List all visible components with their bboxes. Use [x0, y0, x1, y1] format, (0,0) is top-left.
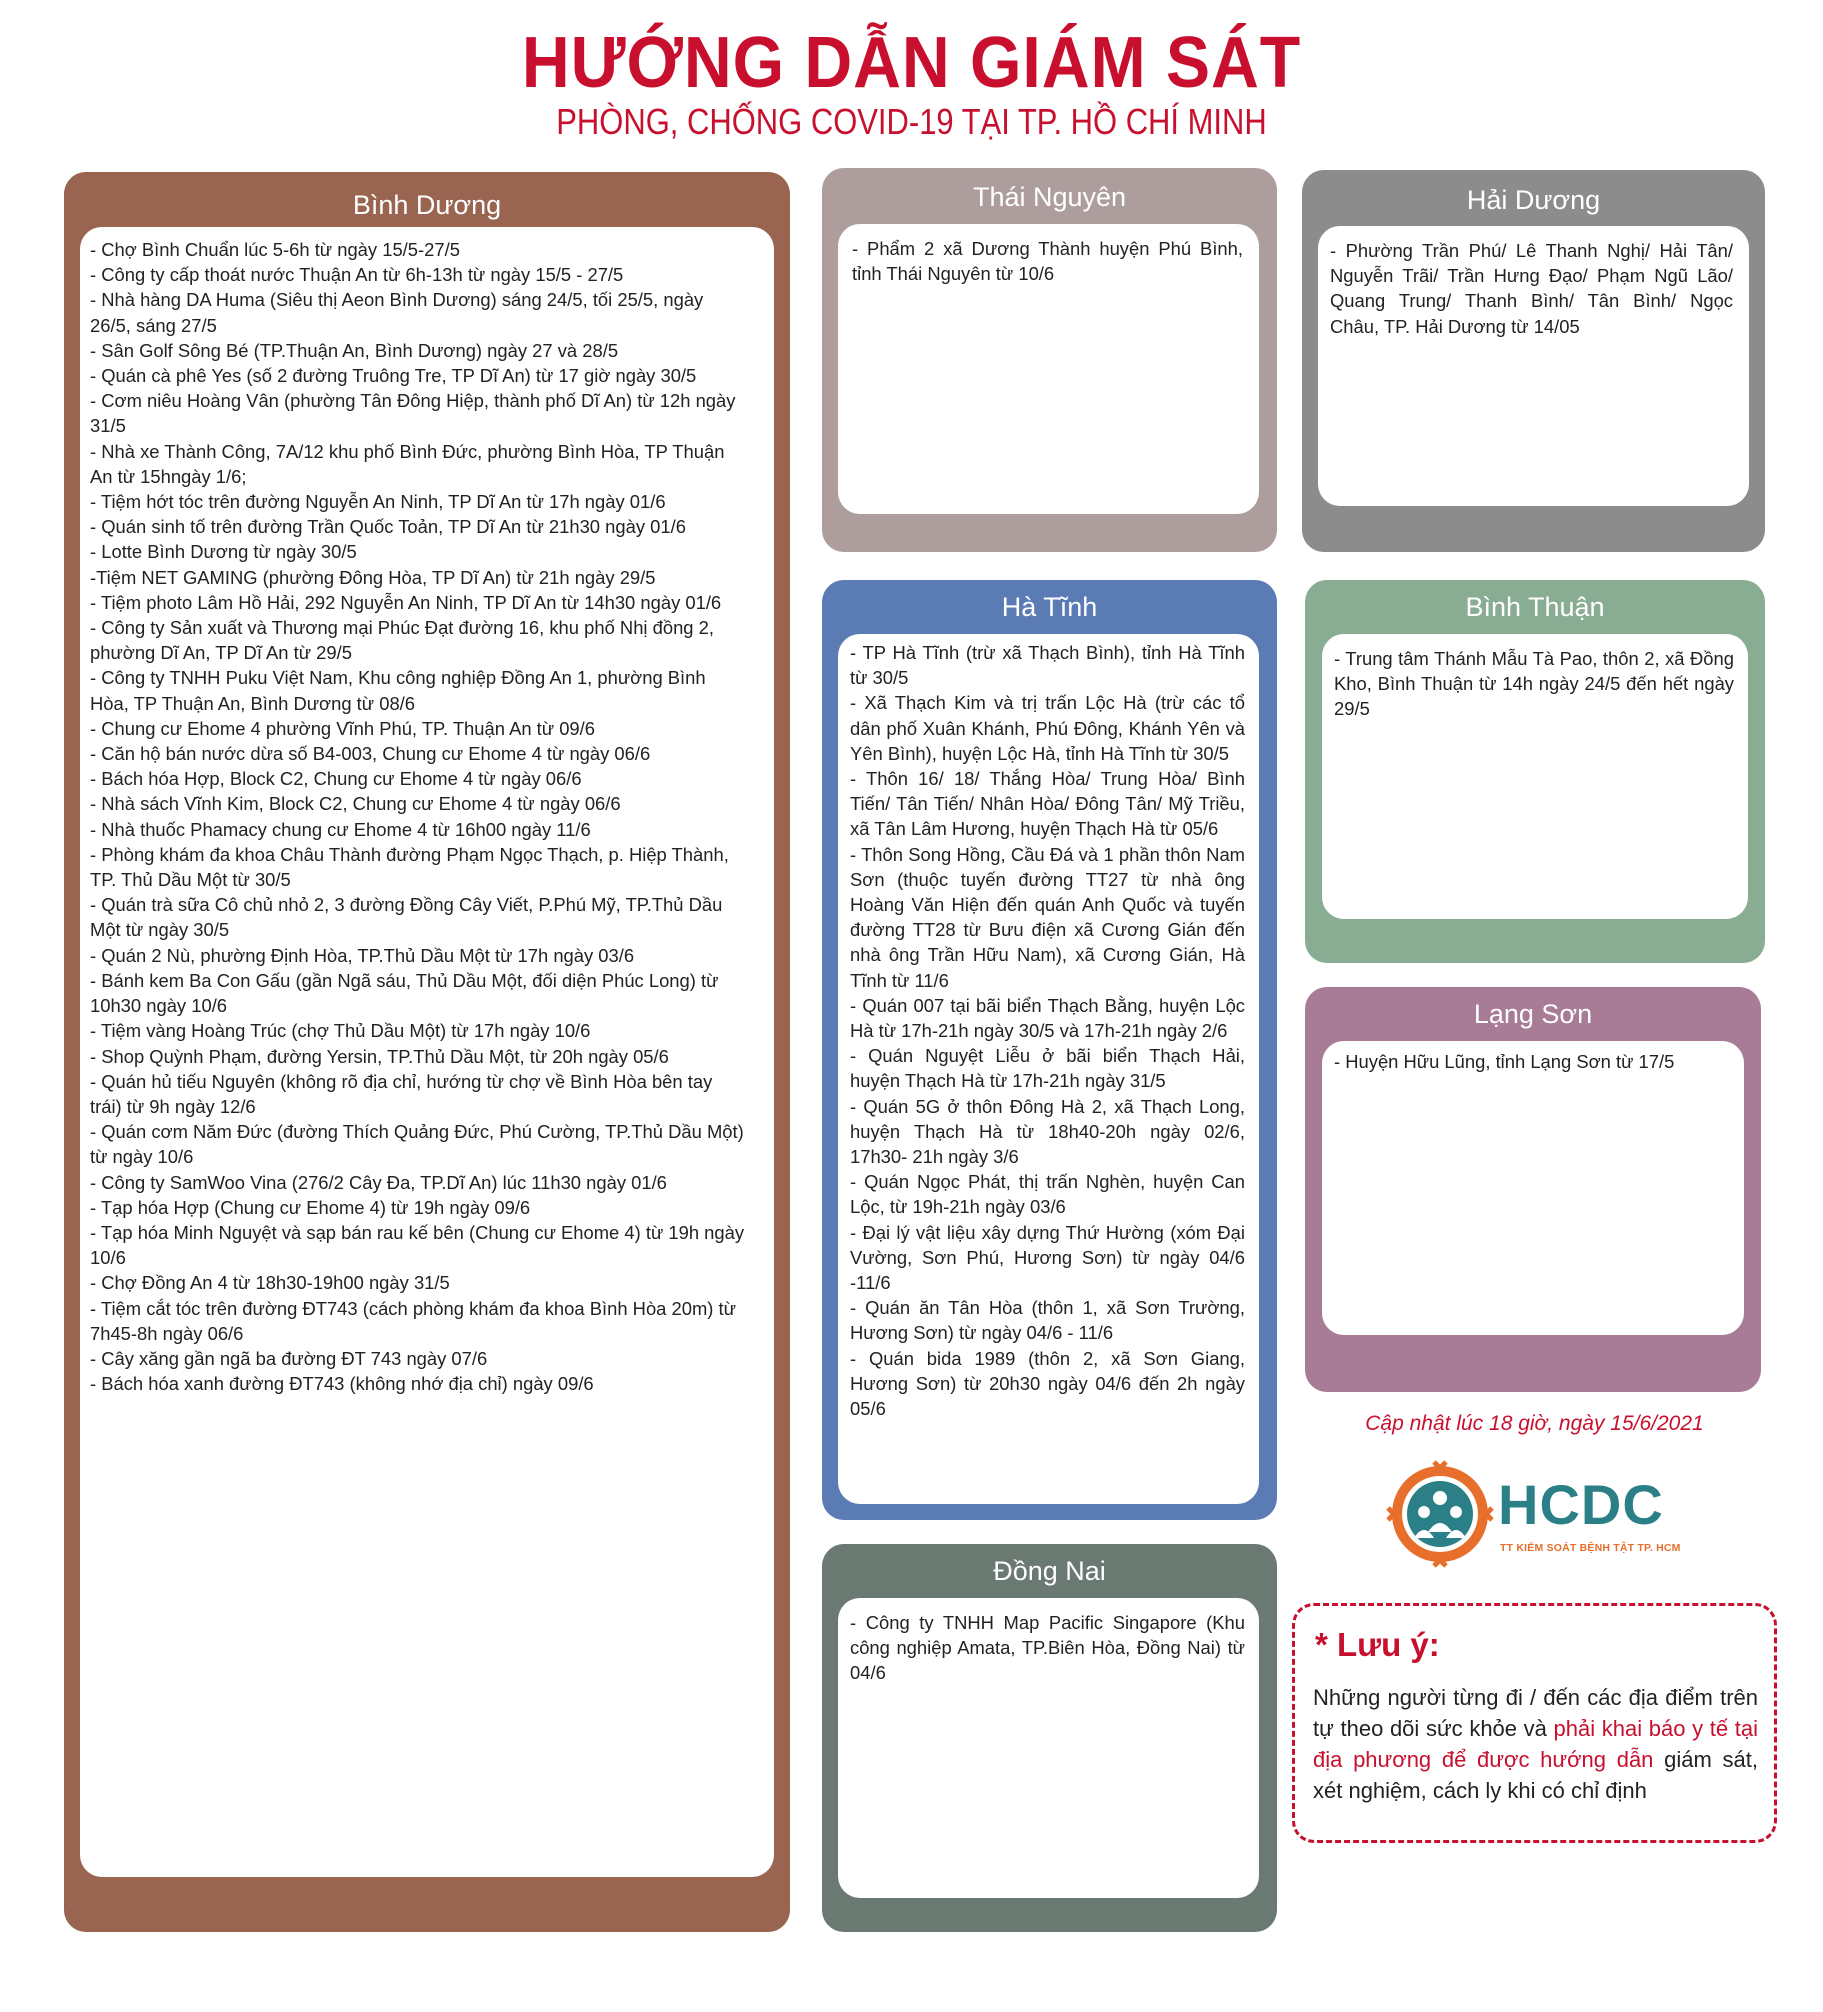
list-item: - Nhà sách Vĩnh Kim, Block C2, Chung cư Ehome 4 từ ngày 06/6: [90, 793, 621, 815]
list-item: - Chợ Bình Chuẩn lúc 5-6h từ ngày 15/5-27/5: [90, 239, 460, 260]
list-item: - Thôn 16/ 18/ Thắng Hòa/ Trung Hòa/ Bình Tiến/ Tân Tiến/ Nhân Hòa/ Đông Tân/ Mỹ Triều, xã Tân Lâm Hương, huyện Thạch Hà từ 05/6: [850, 768, 1245, 840]
panel-heading: Hà Tĩnh: [1001, 592, 1098, 622]
panel-binh-duong: [64, 172, 790, 1932]
page-title: HƯỚNG DẪN GIÁM SÁT: [521, 23, 1302, 103]
list-item: - Công ty TNHH Puku Việt Nam, Khu công nghiệp Đồng An 1, phường Bình Hòa, TP Thuận An, Bình Dương từ 08/6: [90, 667, 706, 714]
page-subtitle: PHÒNG, CHỐNG COVID-19 TẠI TP. HỒ CHÍ MINH: [556, 101, 1267, 142]
hcdc-wordmark: HCDC: [1498, 1473, 1664, 1536]
note-text-part: giám sát, xét nghiệm, cách ly khi có chỉ định: [1313, 1747, 1758, 1803]
list-item: - Sân Golf Sông Bé (TP.Thuận An, Bình Dương) ngày 27 và 28/5: [90, 339, 619, 361]
list-item: - Công ty TNHH Map Pacific Singapore (Khu công nghiệp Amata, TP.Biên Hòa, Đồng Nai) từ 04/6: [850, 1612, 1245, 1684]
list-item: -Tiệm NET GAMING (phường Đông Hòa, TP Dĩ An) từ 21h ngày 29/5: [90, 566, 656, 588]
panel-lang-son: [1305, 987, 1761, 1392]
list-item: - Tiệm vàng Hoàng Trúc (chợ Thủ Dầu Một) từ 17h ngày 10/6: [90, 1020, 591, 1042]
panel-heading: Bình Dương: [352, 190, 502, 220]
location-list: [850, 640, 1245, 1421]
panel-content: [838, 634, 1259, 1504]
panel-content: [838, 1598, 1259, 1898]
update-timestamp: Cập nhật lúc 18 giờ, ngày 15/6/2021: [1365, 1412, 1704, 1435]
note-title: * Lưu ý:: [1315, 1626, 1440, 1663]
panel-ha-tinh: [822, 580, 1277, 1520]
panel-heading: Lạng Sơn: [1473, 999, 1593, 1029]
list-item: - Quán cà phê Yes (số 2 đường Truông Tre, TP Dĩ An) từ 17 giờ ngày 30/5: [90, 365, 697, 387]
list-item: - Cơm niêu Hoàng Vân (phường Tân Đông Hiệp, thành phố Dĩ An) từ 12h ngày 31/5: [90, 390, 736, 437]
list-item: - Căn hộ bán nước dừa số B4-003, Chung cư Ehome 4 từ ngày 06/6: [90, 743, 651, 765]
panel-dong-nai: [822, 1544, 1277, 1932]
list-item: - Phòng khám đa khoa Châu Thành đường Phạm Ngọc Thạch, p. Hiệp Thành, TP. Thủ Dầu Một từ 30/5: [90, 843, 729, 891]
panel-binh-thuan: [1305, 580, 1765, 963]
note-text: [1313, 1682, 1758, 1806]
list-item: - Tạp hóa Minh Nguyệt và sạp bán rau kế bên (Chung cư Ehome 4) từ 19h ngày 10/6: [90, 1221, 745, 1269]
list-item: - Thôn Song Hồng, Cầu Đá và 1 phần thôn Nam Sơn (thuộc tuyến đường TT27 từ nhà ông Hoàng Văn Hiện đến quán Anh Quốc và tuyến đường TT28 từ Bưu điện xã Cương Gián đến nhà ông Trần Hữu Nam), xã Cương Gián, Hà Tĩnh từ 11/6: [850, 843, 1245, 991]
hcdc-subtitle: TT KIỂM SOÁT BỆNH TẬT TP. HCM: [1500, 1542, 1681, 1554]
list-item: - TP Hà Tĩnh (trừ xã Thạch Bình), tỉnh Hà Tĩnh từ 30/5: [850, 642, 1245, 689]
panel-heading: Thái Nguyên: [972, 182, 1127, 212]
list-item: - Tiệm photo Lâm Hồ Hải, 292 Nguyễn An Ninh, TP Dĩ An từ 14h30 ngày 01/6: [90, 591, 722, 613]
list-item: - Nhà thuốc Phamacy chung cư Ehome 4 từ 16h00 ngày 11/6: [90, 818, 591, 840]
list-item: - Quán 2 Nù, phường Định Hòa, TP.Thủ Dầu Một từ 17h ngày 03/6: [90, 944, 635, 966]
panel-heading: Hải Dương: [1466, 185, 1601, 215]
list-item: - Shop Quỳnh Phạm, đường Yersin, TP.Thủ Dầu Một, từ 20h ngày 05/6: [90, 1045, 669, 1067]
list-item: - Trung tâm Thánh Mẫu Tà Pao, thôn 2, xã Đồng Kho, Bình Thuận từ 14h ngày 24/5 đến hết ngày 29/5: [1334, 648, 1734, 720]
panel-content: [1322, 634, 1748, 919]
note-text-highlight: phải khai báo y tế tại địa phương để được hướng dẫn: [1313, 1716, 1758, 1772]
panel-heading: Bình Thuận: [1465, 592, 1605, 622]
list-item: - Nhà xe Thành Công, 7A/12 khu phố Bình Đức, phường Bình Hòa, TP Thuận An từ 15hngày 1/6;: [90, 440, 725, 487]
list-item: - Quán Ngọc Phát, thị trấn Nghèn, huyện Can Lộc, từ 19h-21h ngày 03/6: [850, 1171, 1245, 1218]
list-item: - Công ty cấp thoát nước Thuận An từ 6h-13h từ ngày 15/5 - 27/5: [90, 264, 624, 286]
list-item: - Công ty Sản xuất và Thương mại Phúc Đạt đường 16, khu phố Nhị đồng 2, phường Dĩ An, TP Dĩ An từ 29/5: [90, 617, 714, 664]
list-item: - Bách hóa xanh đường ĐT743 (không nhớ địa chỉ) ngày 09/6: [90, 1373, 594, 1395]
list-item: - Phẩm 2 xã Dương Thành huyện Phú Bình, tỉnh Thái Nguyên từ 10/6: [852, 238, 1243, 285]
list-item: - Quán hủ tiếu Nguyên (không rõ địa chỉ, hướng từ chợ về Bình Hòa bên tay trái) từ 9h ngày 12/6: [90, 1070, 713, 1117]
list-item: - Bách hóa Hợp, Block C2, Chung cư Ehome 4 từ ngày 06/6: [90, 768, 582, 790]
hcdc-emblem-icon: [1384, 1458, 1496, 1570]
list-item: - Quán Nguyệt Liễu ở bãi biển Thạch Hải, huyện Thạch Hà từ 17h-21h ngày 31/5: [850, 1045, 1245, 1092]
list-item: - Xã Thạch Kim và trị trấn Lộc Hà (trừ các tổ dân phố Xuân Khánh, Phú Đông, Khánh Yên và Yên Bình), huyện Lộc Hà, tỉnh Hà Tĩnh từ 30/5: [850, 692, 1245, 764]
location-list: [852, 236, 1243, 286]
list-item: - Tiệm hớt tóc trên đường Nguyễn An Ninh, TP Dĩ An từ 17h ngày 01/6: [90, 491, 666, 513]
list-item: - Tạp hóa Hợp (Chung cư Ehome 4) từ 19h ngày 09/6: [90, 1196, 531, 1218]
list-item: - Chung cư Ehome 4 phường Vĩnh Phú, TP. Thuận An từ 09/6: [90, 717, 595, 739]
list-item: - Quán ăn Tân Hòa (thôn 1, xã Sơn Trường, Hương Sơn) từ ngày 04/6 - 11/6: [850, 1297, 1245, 1344]
location-list: [1330, 238, 1733, 339]
list-item: - Lotte Bình Dương từ ngày 30/5: [90, 541, 357, 563]
list-item: - Đại lý vật liệu xây dựng Thứ Hường (xóm Đại Vường, Sơn Phú, Hương Sơn) từ ngày 04/6 -11/6: [850, 1221, 1245, 1294]
hcdc-logo: [1384, 1458, 1684, 1570]
note-box: [1292, 1603, 1777, 1843]
list-item: - Nhà hàng DA Huma (Siêu thị Aeon Bình Dương) sáng 24/5, tối 25/5, ngày 26/5, sáng 27/5: [90, 289, 704, 336]
panel-thai-nguyen: [822, 168, 1277, 552]
panel-content: [1318, 226, 1749, 506]
list-item: - Công ty SamWoo Vina (276/2 Cây Đa, TP.Dĩ An) lúc 11h30 ngày 01/6: [90, 1171, 667, 1193]
location-list: [850, 1610, 1245, 1686]
note-text-part: Những người từng đi / đến các địa điểm trên tự theo dõi sức khỏe và: [1313, 1685, 1758, 1741]
list-item: - Cây xăng gần ngã ba đường ĐT 743 ngày 07/6: [90, 1347, 488, 1369]
panel-content: [80, 227, 774, 1877]
panel-content: [1322, 1041, 1744, 1335]
location-list: [1334, 1049, 1732, 1074]
list-item: - Quán cơm Năm Đức (đường Thích Quảng Đức, Phú Cường, TP.Thủ Dầu Một) từ ngày 10/6: [90, 1121, 744, 1168]
location-list: [90, 237, 746, 1396]
panel-heading: Đồng Nai: [993, 1556, 1106, 1586]
list-item: - Quán 007 tại bãi biển Thạch Bằng, huyện Lộc Hà từ 17h-21h ngày 30/5 và 17h-21h ngày 2/6: [850, 994, 1245, 1042]
list-item: - Bánh kem Ba Con Gấu (gần Ngã sáu, Thủ Dầu Một, đối diện Phúc Long) từ 10h30 ngày 10/6: [90, 969, 719, 1017]
list-item: - Chợ Đồng An 4 từ 18h30-19h00 ngày 31/5: [90, 1272, 450, 1294]
list-item: - Phường Trần Phú/ Lê Thanh Nghị/ Hải Tân/ Nguyễn Trãi/ Trần Hưng Đạo/ Phạm Ngũ Lão/ Quang Trung/ Thanh Bình/ Tân Bình/ Ngọc Châu, TP. Hải Dương từ 14/05: [1330, 240, 1733, 337]
list-item: - Huyện Hữu Lũng, tỉnh Lạng Sơn từ 17/5: [1334, 1051, 1675, 1072]
panel-content: [838, 224, 1259, 514]
panel-hai-duong: [1302, 170, 1765, 552]
list-item: - Quán bida 1989 (thôn 2, xã Sơn Giang, Hương Sơn) từ 20h30 ngày 04/6 đến 2h ngày 05/6: [850, 1347, 1245, 1420]
list-item: - Quán 5G ở thôn Đông Hà 2, xã Thạch Long, huyện Thạch Hà từ 18h40-20h ngày 02/6, 17h30- 21h ngày 3/6: [850, 1095, 1245, 1168]
list-item: - Tiệm cắt tóc trên đường ĐT743 (cách phòng khám đa khoa Bình Hòa 20m) từ 7h45-8h ngày 06/6: [90, 1297, 736, 1344]
list-item: - Quán trà sữa Cô chủ nhỏ 2, 3 đường Đồng Cây Viết, P.Phú Mỹ, TP.Thủ Dầu Một từ ngày 30/5: [90, 894, 723, 941]
list-item: - Quán sinh tố trên đường Trần Quốc Toản, TP Dĩ An từ 21h30 ngày 01/6: [90, 516, 686, 538]
location-list: [1334, 646, 1734, 722]
